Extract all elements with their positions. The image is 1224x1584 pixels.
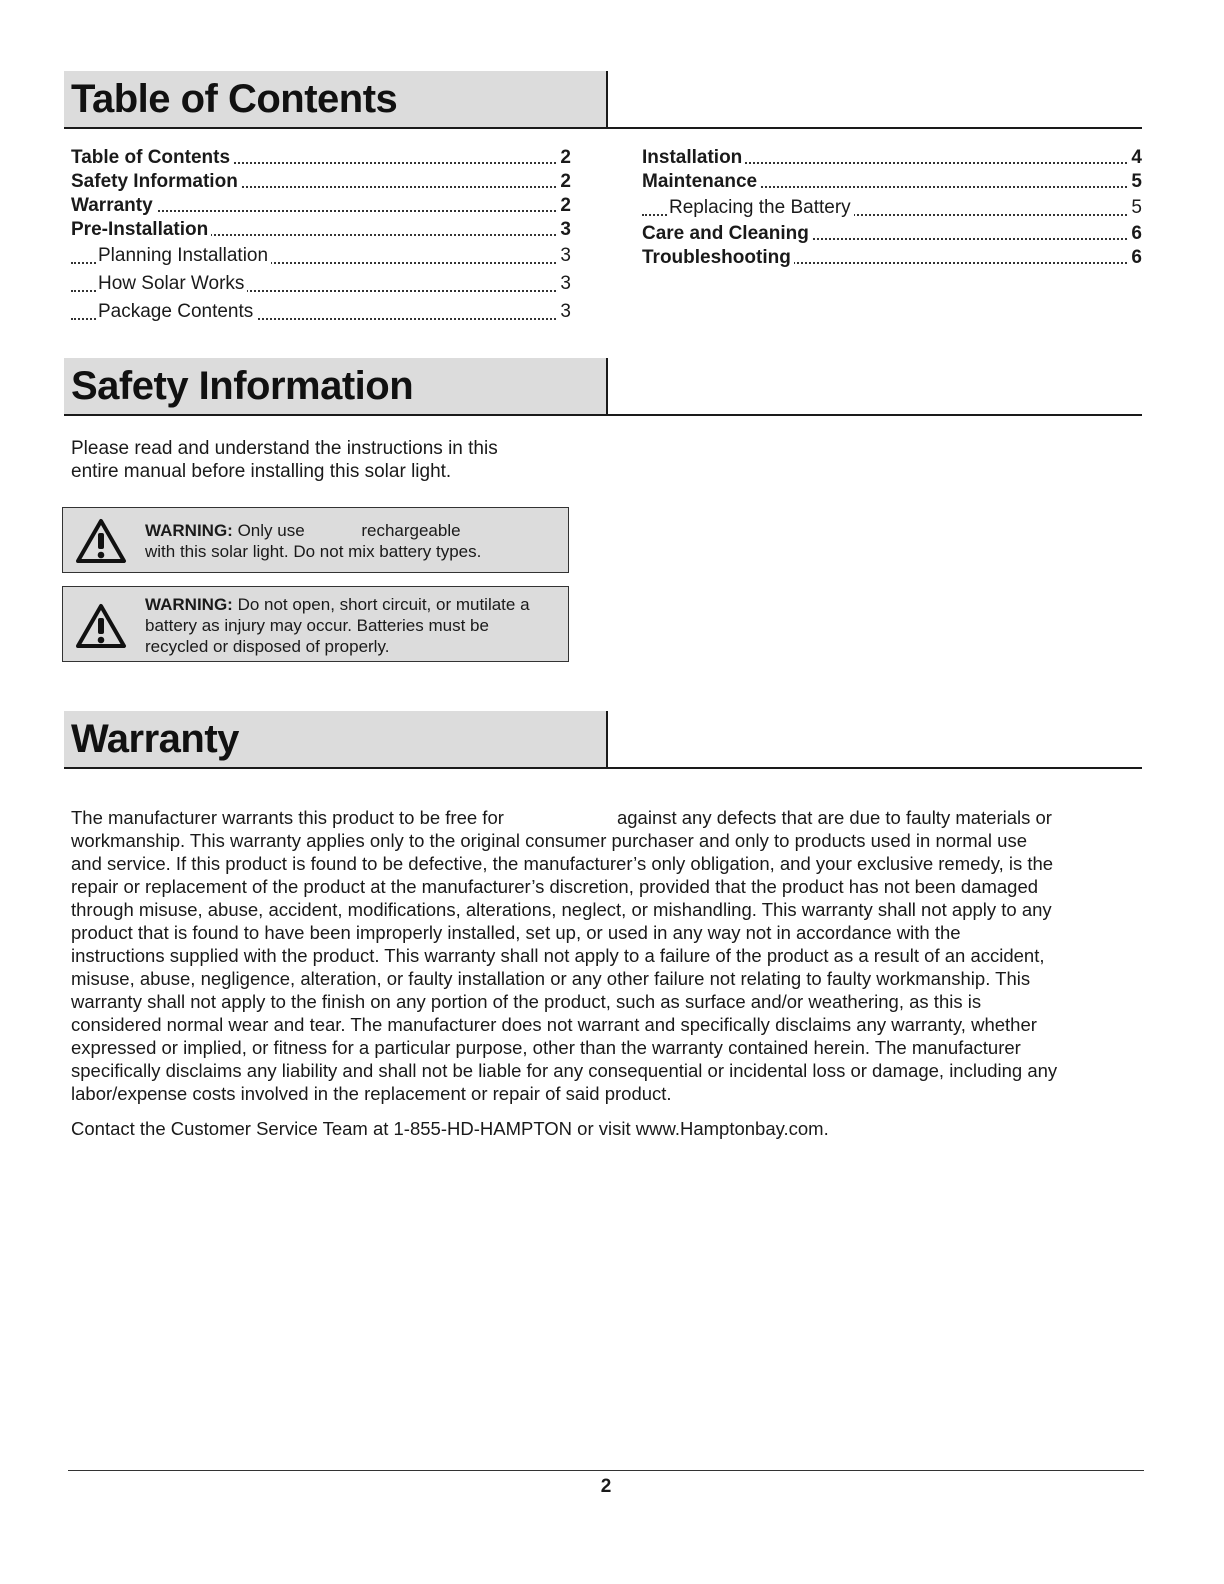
footer-rule [68,1470,1144,1471]
safety-header-rule [64,414,1142,416]
toc-subentry[interactable]: How Solar Works 3 [71,270,571,298]
toc-subentry[interactable]: Package Contents 3 [71,298,571,326]
toc-header-rule [64,127,1142,129]
safety-intro: Please read and understand the instructions in this entire manual before installing this solar light. [71,438,498,482]
safety-header-bar [64,358,608,414]
toc-entry[interactable]: Table of Contents 2 [71,147,571,168]
toc-subentry[interactable]: Planning Installation 3 [71,242,571,270]
warning-triangle-icon [75,603,127,649]
warning-triangle-icon [75,518,127,564]
toc-right-column [642,146,1142,270]
toc-heading: Table of Contents [71,77,398,121]
warranty-body: The manufacturer warrants this product to be free for against any defects that are due to faulty materials or workmanship. This warranty applies only to the original consumer purchaser and only to products used in normal use and service. If this product is found to be defective, the manufacturer’s only obligation, and your exclusive remedy, is the repair or replacement of the product at the manufacturer’s discretion, provided that the product has not been damaged through misuse, abuse, accident, modifications, alterations, neglect, or mishandling. This warranty shall not apply to any product that is found to have been improperly installed, set up, or used in any way not in accordance with the instructions supplied with the product. This warranty shall not apply to a failure of the product as a result of an accident, misuse, abuse, negligence, alteration, or faulty installation or any other failure not relating to faulty workmanship. This warranty shall not apply to the finish on any portion of the product, such as surface and/or weathering, as this is considered normal wear and tear. The manufacturer does not warrant and specifically disclaims any warranty, whether expressed or implied, or fitness for a particular purpose, other than the warranty contained herein. The manufacturer specifically disclaims any liability and shall not be liable for any consequential or incidental loss or damage, including any labor/expense costs involved in the replacement or repair of said product. Contact the Customer Service Team at 1-855-HD-HAMPTON or visit www.Hamptonbay.com. [71,806,1151,1140]
warning-text: WARNING: Do not open, short circuit, or mutilate a battery as injury may occur. Batteries must be recycled or disposed of properly. [145,595,530,656]
warranty-header [64,711,1142,769]
warning-box-battery-type [62,507,569,573]
toc-entry[interactable]: Pre-Installation 3 [71,219,571,240]
warning-text: WARNING: Only use rechargeable with this solar light. Do not mix battery types. [145,521,482,561]
toc-header-bar [64,71,608,127]
safety-header [64,358,1142,416]
page-number: 2 [600,1476,612,1497]
warranty-header-bar [64,711,608,767]
toc-entry[interactable]: Troubleshooting 6 [642,247,1142,268]
toc-entry[interactable]: Warranty 2 [71,195,571,216]
toc-left-column [71,146,571,326]
warranty-header-rule [64,767,1142,769]
warranty-contact: Contact the Customer Service Team at 1-855-HD-HAMPTON or visit www.Hamptonbay.com. [71,1118,829,1139]
toc-entry[interactable]: Care and Cleaning 6 [642,223,1142,244]
safety-heading: Safety Information [71,364,414,408]
toc-header [64,71,1142,129]
toc-entry[interactable]: Safety Information 2 [71,171,571,192]
toc-entry[interactable]: Maintenance 5 [642,171,1142,192]
warranty-heading: Warranty [71,717,239,761]
warning-box-battery-handling [62,586,569,662]
toc-subentry[interactable]: Replacing the Battery 5 [642,194,1142,222]
toc-entry[interactable]: Installation 4 [642,147,1142,168]
